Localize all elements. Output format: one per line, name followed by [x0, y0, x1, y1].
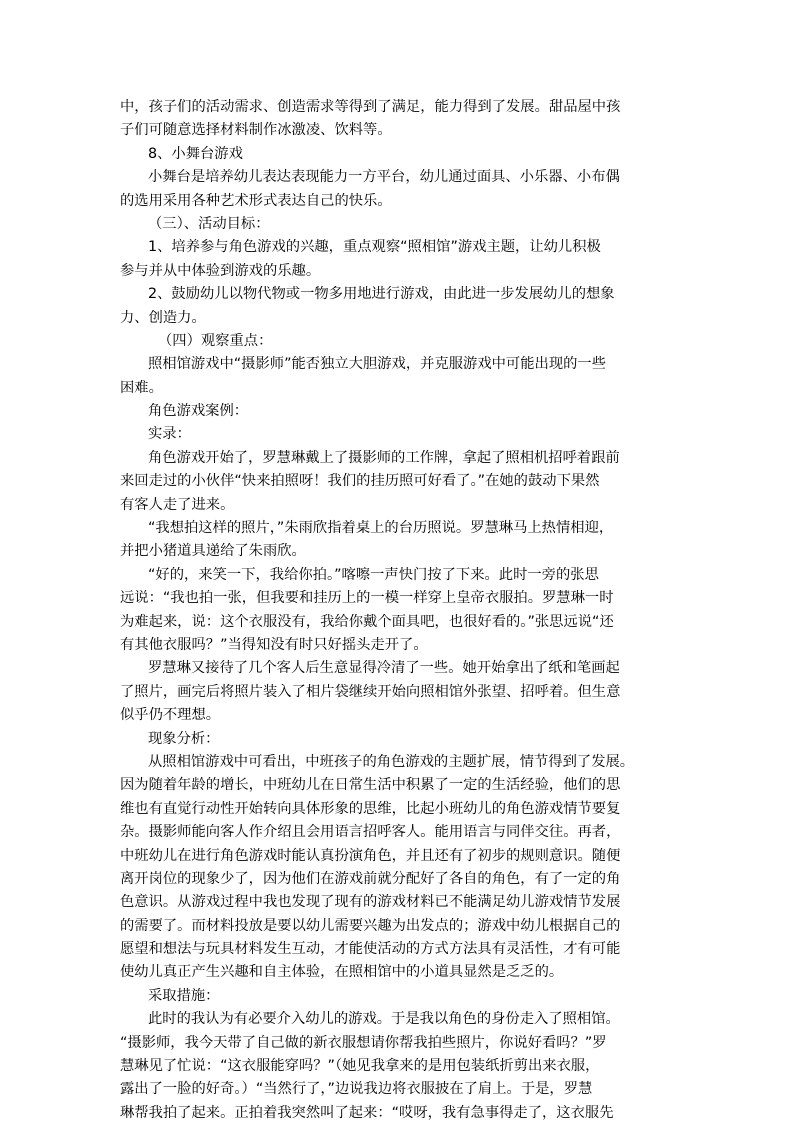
text-line: 愿望和想法与玩具材料发生互动，才能使活动的方式方法具有灵活性，才有可能 — [120, 941, 621, 958]
text-line: 慧琳见了忙说：“这衣服能穿吗？”（她见我拿来的是用包装纸折剪出来衣服， — [120, 1058, 600, 1075]
text-line: 了照片，画完后将照片装入了相片袋继续开始向照相馆外张望、招呼着。但生意 — [120, 683, 621, 700]
text-line: “摄影师，我今天带了自己做的新衣服想请你帮我拍些照片，你说好看吗？”罗 — [120, 1034, 607, 1051]
text-line: 参与并从中体验到游戏的乐趣。 — [120, 262, 321, 279]
text-line: 远说：“我也拍一张，但我要和挂历上的一模一样穿上皇帝衣服拍。罗慧琳一时 — [120, 590, 614, 607]
text-line: 困难。 — [120, 379, 163, 396]
text-line: 此时的我认为有必要介入幼儿的游戏。于是我以角色的身份走入了照相馆。 — [148, 1011, 620, 1028]
text-line: 来回走过的小伙伴“快来拍照呀！我们的挂历照可好看了。”在她的鼓动下果然 — [120, 473, 600, 490]
text-line: 离开岗位的现象少了，因为他们在游戏前就分配好了各自的角色，有了一定的角 — [120, 870, 621, 887]
text-line: 罗慧琳又接待了几个客人后生意显得冷清了一些。她开始拿出了纸和笔画起 — [148, 660, 620, 677]
text-line: 露出了一脸的好奇。）“当然行了，”边说我边将衣服披在了肩上。于是，罗慧 — [120, 1081, 593, 1098]
text-line: 并把小猪道具递给了朱雨欣。 — [120, 543, 306, 560]
text-line: 1、培养参与角色游戏的兴趣，重点观察“照相馆”游戏主题，让幼儿积极 — [148, 239, 601, 256]
text-line: 的需要了。而材料投放是要以幼儿需要兴趣为出发点的；游戏中幼儿根据自己的 — [120, 917, 621, 934]
text-line: 中，孩子们的活动需求、创造需求等得到了满足，能力得到了发展。甜品屋中孩 — [120, 99, 621, 115]
text-line: 维也有直觉行动性开始转向具体形象的思维，比起小班幼儿的角色游戏情节要复 — [120, 800, 621, 817]
text-line: 现象分析： — [148, 730, 220, 747]
text-line: 因为随着年龄的增长，中班幼儿在日常生活中积累了一定的生活经验，他们的思 — [120, 777, 621, 794]
text-line: 使幼儿真正产生兴趣和自主体验，在照相馆中的小道具显然是乏乏的。 — [120, 964, 564, 981]
text-line: （三）、活动目标： — [148, 215, 270, 232]
text-line: 实录： — [148, 426, 191, 443]
text-line: 有客人走了进来。 — [120, 496, 235, 513]
text-line: 琳帮我拍了起来。正拍着我突然叫了起来：“哎呀，我有急事得走了，这衣服先 — [120, 1104, 614, 1121]
text-line: 为难起来，说：这个衣服没有，我给你戴个面具吧，也很好看的。”张思远说“还 — [120, 613, 614, 630]
text-line: 有其他衣服吗？”当得知没有时只好摇头走开了。 — [120, 636, 428, 653]
document-page — [120, 96, 680, 1125]
text-line: （四）观察重点： — [158, 332, 273, 349]
text-line: 力、创造力。 — [120, 309, 206, 326]
text-line: 的选用采用各种艺术形式表达自己的快乐。 — [120, 192, 392, 209]
text-line: “我想拍这样的照片，”朱雨欣指着桌上的台历照说。罗慧琳马上热情相迎， — [148, 520, 614, 537]
text-line: 从照相馆游戏中可看出，中班孩子的角色游戏的主题扩展，情节得到了发展。 — [148, 753, 635, 770]
text-line: 2、鼓励幼儿以物代物或一物多用地进行游戏，由此进一步发展幼儿的想象 — [148, 286, 615, 303]
text-line: 中班幼儿在进行角色游戏时能认真扮演角色，并且还有了初步的规则意识。随便 — [120, 847, 621, 864]
text-line: 照相馆游戏中“摄影师”能否独立大胆游戏，并克服游戏中可能出现的一些 — [148, 356, 607, 373]
text-line: 子们可随意选择材料制作冰激凌、饮料等。 — [120, 122, 392, 139]
text-line: 色意识。从游戏过程中我也发现了现有的游戏材料已不能满足幼儿游戏情节发展 — [120, 894, 621, 911]
text-line: 8、小舞台游戏 — [148, 145, 243, 162]
text-line: 角色游戏案例： — [148, 403, 249, 420]
text-line: 似乎仍不理想。 — [120, 707, 221, 724]
text-line: 采取措施： — [148, 987, 220, 1004]
text-line: 小舞台是培养幼儿表达表现能力一方平台，幼儿通过面具、小乐器、小布偶 — [148, 169, 620, 186]
text-line: 杂。摄影师能向客人作介绍且会用语言招呼客人。能用语言与同伴交往。再者， — [120, 824, 621, 841]
text-line: “好的，来笑一下，我给你拍。”喀嚓一声快门按了下来。此时一旁的张思 — [148, 566, 599, 583]
text-line: 角色游戏开始了，罗慧琳戴上了摄影师的工作牌，拿起了照相机招呼着跟前 — [148, 449, 620, 466]
